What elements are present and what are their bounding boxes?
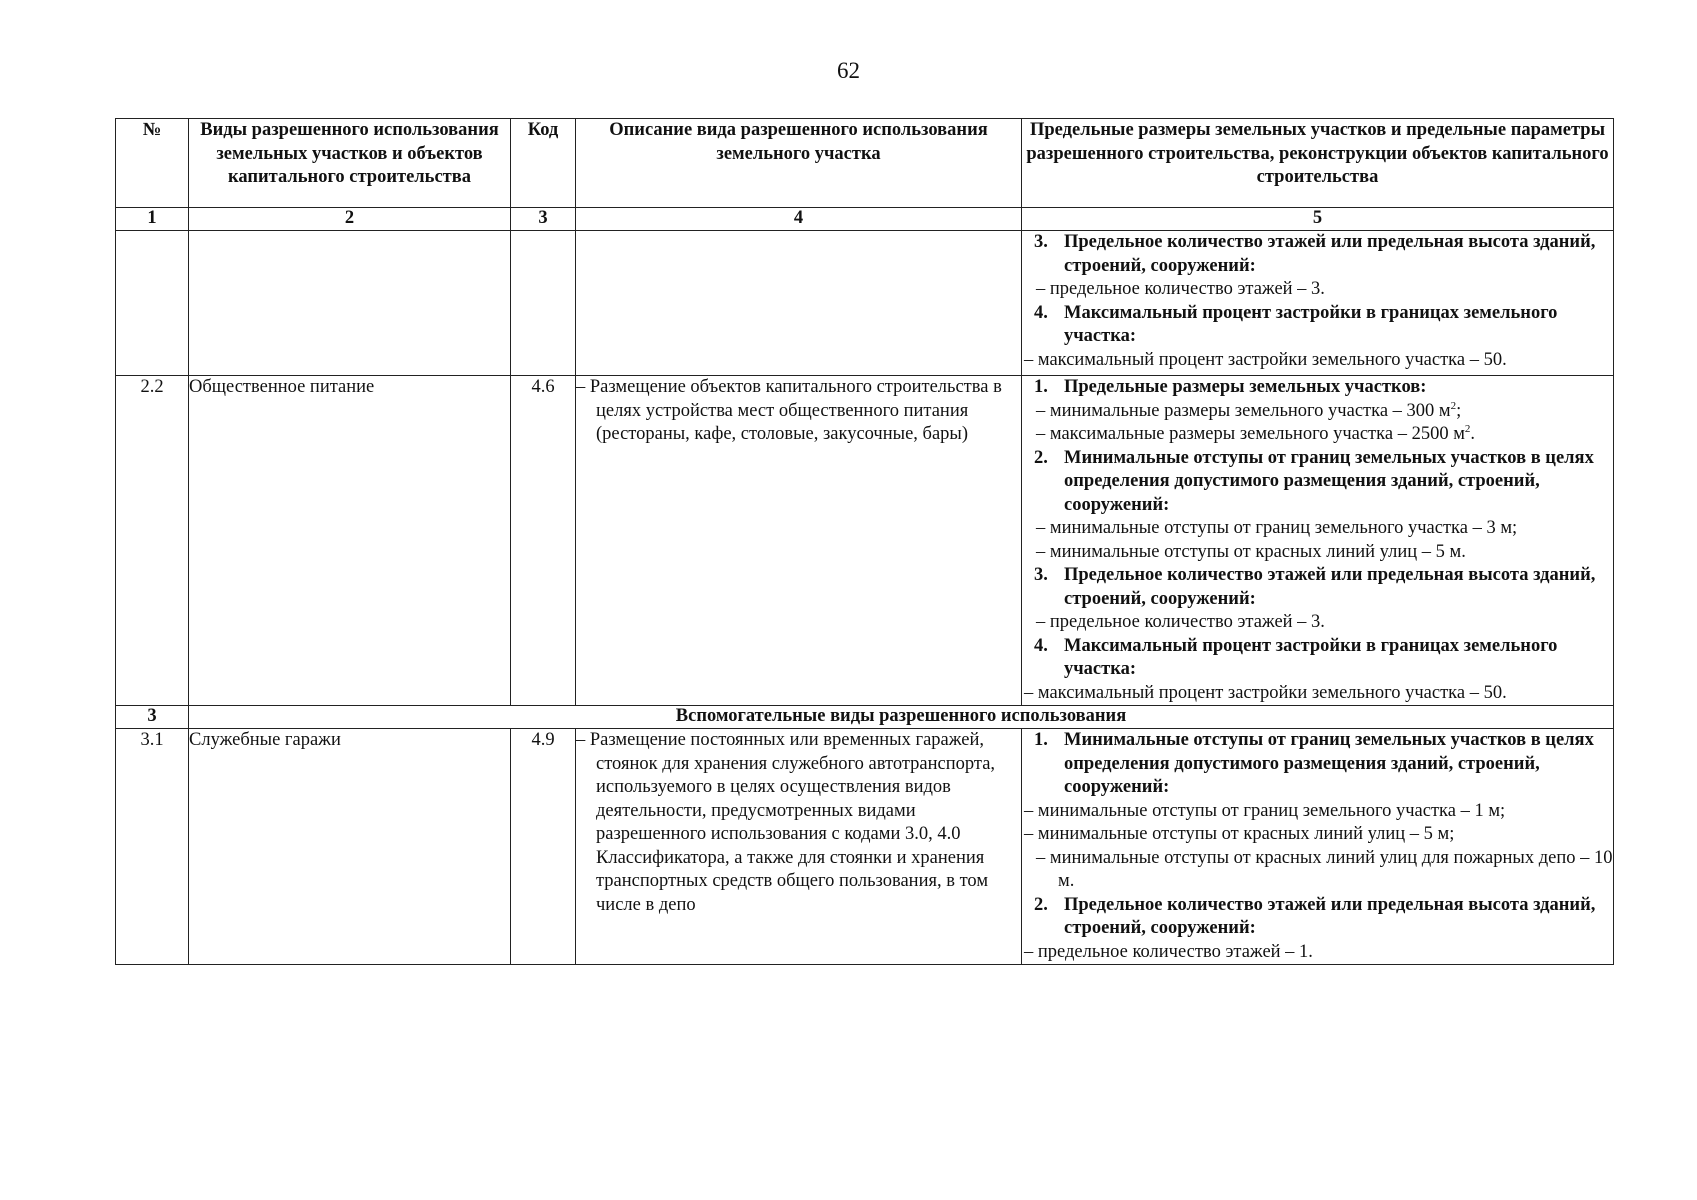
param-item: – минимальные отступы от границ земельного участка – 1 м;	[1024, 800, 1506, 821]
param-item: – минимальные отступы от красных линий улиц – 5 м;	[1024, 824, 1455, 844]
table-row-2-2	[116, 376, 1614, 706]
param-item: – максимальный процент застройки земельного участка – 50.	[1024, 682, 1507, 703]
param-heading: 3. Предельное количество этажей или предельная высота зданий, строений, сооружений:	[1034, 565, 1596, 609]
param-heading: 1. Минимальные отступы от границ земельных участков в целях определения допустимого размещения зданий, строений, сооружений:	[1034, 730, 1594, 797]
description-text: – Размещение постоянных или временных гаражей, стоянок для хранения служебного автотранспорта, используемого в целях осуществления видов деятельности, предусмотренных видами разрешенного использования с кодами 3.0, 4.0 Классификатора, а также для стоянки и хранения транспортных средств общего пользования, в том числе в депо	[576, 730, 996, 915]
column-number: 1	[116, 208, 189, 231]
section-title: Вспомогательные виды разрешенного использования	[189, 706, 1614, 729]
row-description	[576, 729, 1022, 965]
row-number: 3.1	[116, 729, 189, 965]
row-use-type: Служебные гаражи	[189, 729, 511, 965]
table-row-continued	[116, 231, 1614, 376]
param-item: – предельное количество этажей – 3.	[1036, 279, 1325, 299]
header-parameters: Предельные размеры земельных участков и предельные параметры разрешенного строительства, реконструкции объектов капитального строительства	[1022, 119, 1614, 208]
param-item: – минимальные отступы от красных линий улиц – 5 м.	[1036, 541, 1466, 562]
param-item: – минимальные размеры земельного участка – 300 $м^2$;	[1036, 399, 1462, 421]
row-use-type	[189, 231, 511, 376]
header-description: Описание вида разрешенного использования земельного участка	[576, 119, 1022, 208]
page-number: 62	[837, 58, 860, 83]
land-use-table	[115, 118, 1614, 965]
param-item: – минимальные отступы от красных линий улиц для пожарных депо – 10 м.	[1036, 847, 1613, 891]
param-heading: 1. Предельные размеры земельных участков:	[1034, 377, 1427, 397]
param-item: – минимальные отступы от границ земельного участка – 3 м;	[1036, 518, 1518, 538]
param-heading: 4. Максимальный процент застройки в границах земельного участка:	[1034, 302, 1558, 346]
header-use-type: Виды разрешенного использования земельных участков и объектов капитального строительства	[189, 119, 511, 208]
row-code: 4.9	[511, 729, 576, 965]
param-item: – предельное количество этажей – 3.	[1036, 612, 1325, 632]
row-parameters	[1022, 231, 1614, 376]
section-row	[116, 706, 1614, 729]
header-number: №	[116, 119, 189, 208]
header-code: Код	[511, 119, 576, 208]
param-item: – максимальный процент застройки земельного участка – 50.	[1024, 349, 1507, 370]
param-item: – предельное количество этажей – 1.	[1024, 941, 1313, 962]
column-number: 5	[1022, 208, 1614, 231]
row-parameters	[1022, 729, 1614, 965]
param-heading: 4. Максимальный процент застройки в границах земельного участка:	[1034, 635, 1558, 679]
row-number: 2.2	[116, 376, 189, 706]
row-description	[576, 231, 1022, 376]
param-heading: 2. Предельное количество этажей или предельная высота зданий, строений, сооружений:	[1034, 894, 1596, 938]
row-use-type: Общественное питание	[189, 376, 511, 706]
row-description	[576, 376, 1022, 706]
description-text: – Размещение объектов капитального строительства в целях устройства мест общественного питания (рестораны, кафе, столовые, закусочные, бары)	[576, 377, 1002, 444]
table-header-row	[116, 119, 1614, 208]
param-heading: 2. Минимальные отступы от границ земельных участков в целях определения допустимого размещения зданий, строений, сооружений:	[1034, 447, 1594, 515]
param-item: – максимальные размеры земельного участка – 2500 $м^2$.	[1036, 422, 1476, 444]
table-row-3-1	[116, 729, 1614, 965]
row-parameters	[1022, 376, 1614, 706]
row-number	[116, 231, 189, 376]
column-numbers-row	[116, 208, 1614, 231]
column-number: 2	[189, 208, 511, 231]
row-code	[511, 231, 576, 376]
row-code: 4.6	[511, 376, 576, 706]
section-number: 3	[116, 706, 189, 729]
param-heading: 3. Предельное количество этажей или предельная высота зданий, строений, сооружений:	[1034, 232, 1596, 276]
column-number: 3	[511, 208, 576, 231]
column-number: 4	[576, 208, 1022, 231]
